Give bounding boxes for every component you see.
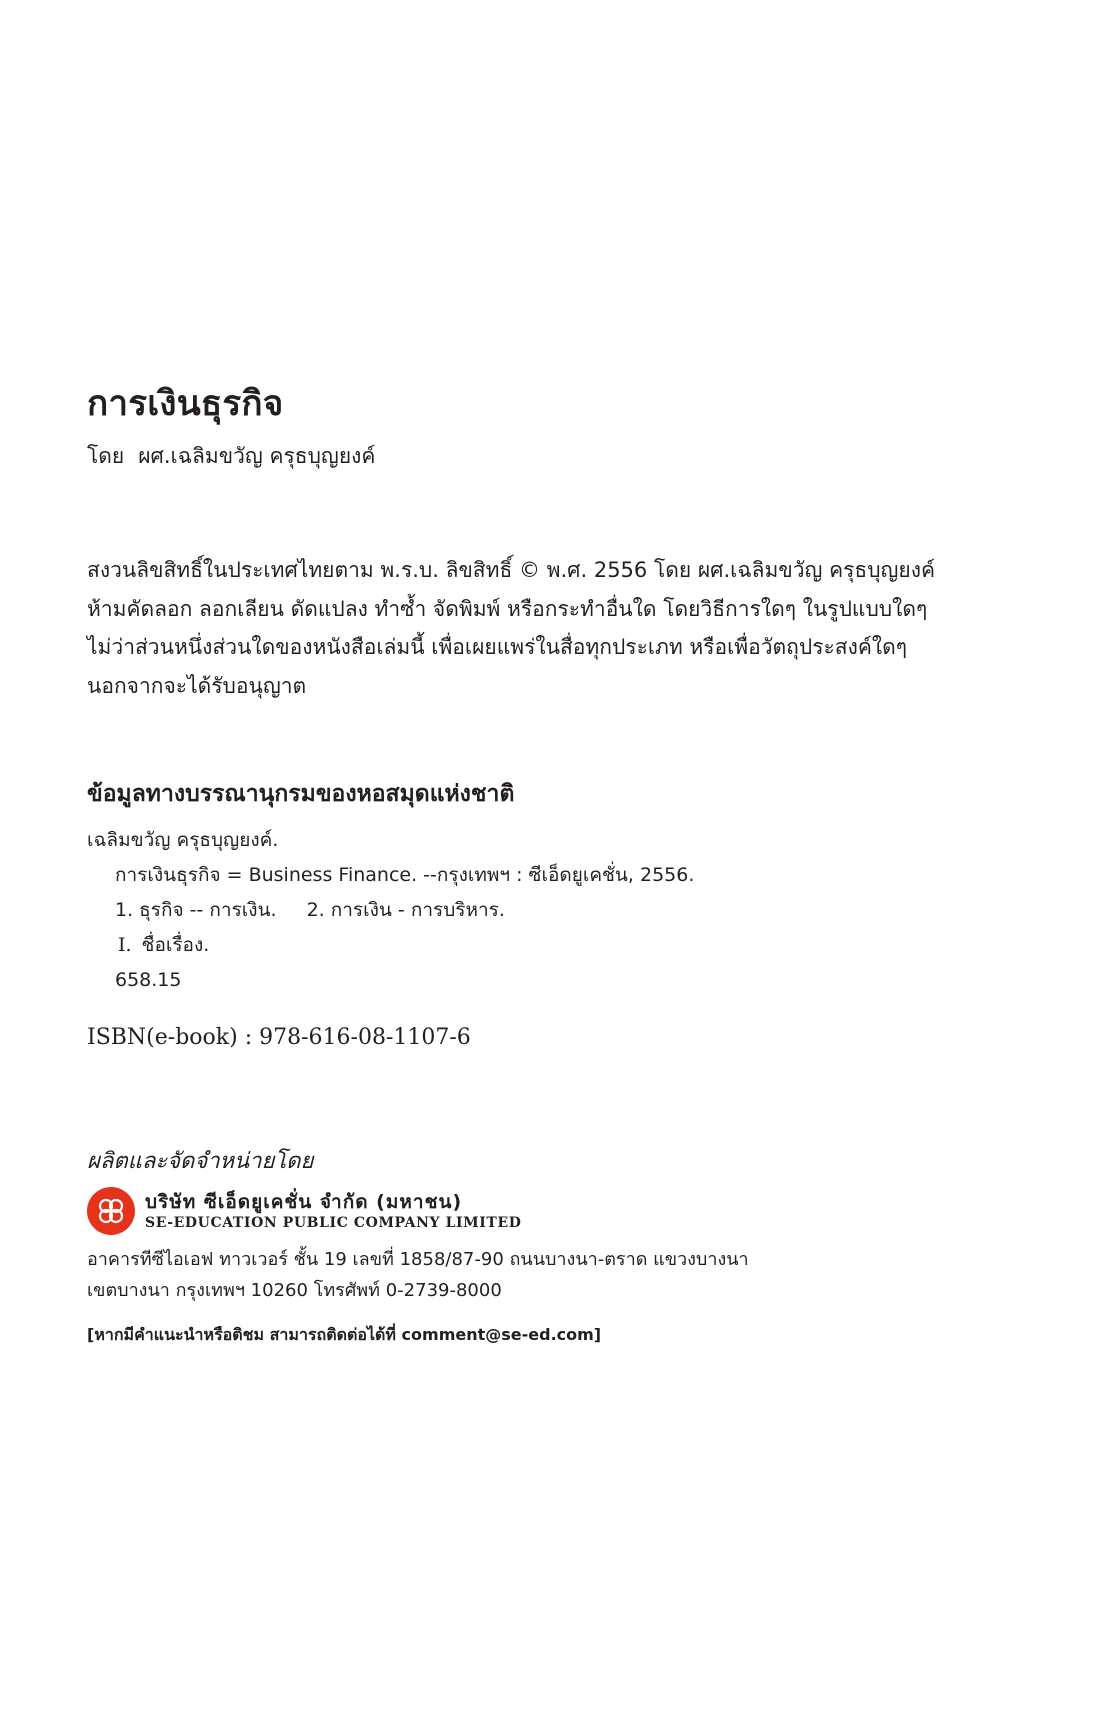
cip-subjects: [87, 893, 694, 928]
address-line: เขตบางนา กรุงเทพฯ 10260 โทรศัพท์ 0-2739-8000: [87, 1280, 502, 1301]
produced-by-label: ผลิตและจัดจำหน่ายโดย: [87, 1149, 314, 1174]
copyright-line: ห้ามคัดลอก ลอกเลียน ดัดแปลง ทำซ้ำ จัดพิมพ์ หรือกระทำอื่นใด โดยวิธีการใดๆ ในรูปแบบใดๆ: [87, 596, 928, 621]
publisher-name-th: บริษัท ซีเอ็ดยูเคชั่น จำกัด (มหาชน): [145, 1191, 463, 1213]
isbn: ISBN(e-book) : 978-616-08-1107-6: [87, 1025, 471, 1050]
cip-subject-1: 1. ธุรกิจ -- การเงิน.: [115, 899, 277, 921]
address-line: อาคารทีซีไอเอฟ ทาวเวอร์ ชั้น 19 เลขที่ 1858/87-90 ถนนบางนา-ตราด แขวงบางนา: [87, 1249, 749, 1270]
logo-knot-icon: [96, 1196, 126, 1226]
cip-heading: ข้อมูลทางบรรณานุกรมของหอสมุดแห่งชาติ: [87, 781, 515, 807]
cip-author-entry: เฉลิมขวัญ ครุธบุญยงค์.: [87, 829, 279, 851]
copyright-notice: [87, 551, 1047, 705]
publisher-block: [87, 1186, 521, 1236]
publisher-names: [145, 1190, 521, 1232]
cip-classification: 658.15: [115, 969, 182, 991]
copyright-line: สงวนลิขสิทธิ์ในประเทศไทยตาม พ.ร.บ. ลิขสิทธิ์ © พ.ศ. 2556 โดย ผศ.เฉลิมขวัญ ครุธบุญยงค์: [87, 558, 936, 582]
contact-note: [หากมีคำแนะนำหรือติชม สามารถติดต่อได้ที่ comment@se-ed.com]: [87, 1325, 602, 1344]
cip-record: [87, 823, 694, 998]
cip-title-entry: การเงินธุรกิจ = Business Finance. --กรุงเทพฯ : ซีเอ็ดยูเคชั่น, 2556.: [115, 864, 695, 886]
copyright-line: นอกจากจะได้รับอนุญาต: [87, 673, 307, 698]
book-title: การเงินธุรกิจ: [87, 384, 284, 424]
publisher-name-en: SE-EDUCATION PUBLIC COMPANY LIMITED: [145, 1215, 522, 1231]
copyright-line: ไม่ว่าส่วนหนึ่งส่วนใดของหนังสือเล่มนี้ เพื่อเผยแพร่ในสื่อทุกประเภท หรือเพื่อวัตถุประสงค์ใดๆ: [87, 635, 908, 659]
se-ed-logo-icon: [87, 1187, 135, 1235]
publisher-address: [87, 1244, 749, 1306]
cip-title-label: ชื่อเรื่อง.: [141, 934, 210, 956]
by-label: โดย: [87, 444, 125, 468]
author-name: ผศ.เฉลิมขวัญ ครุธบุญยงค์: [138, 444, 376, 468]
cip-subject-2: 2. การเงิน - การบริหาร.: [306, 899, 505, 921]
cip-title-added: [87, 928, 694, 963]
cip-title-numeral: I.: [118, 934, 132, 956]
byline: [87, 440, 375, 473]
